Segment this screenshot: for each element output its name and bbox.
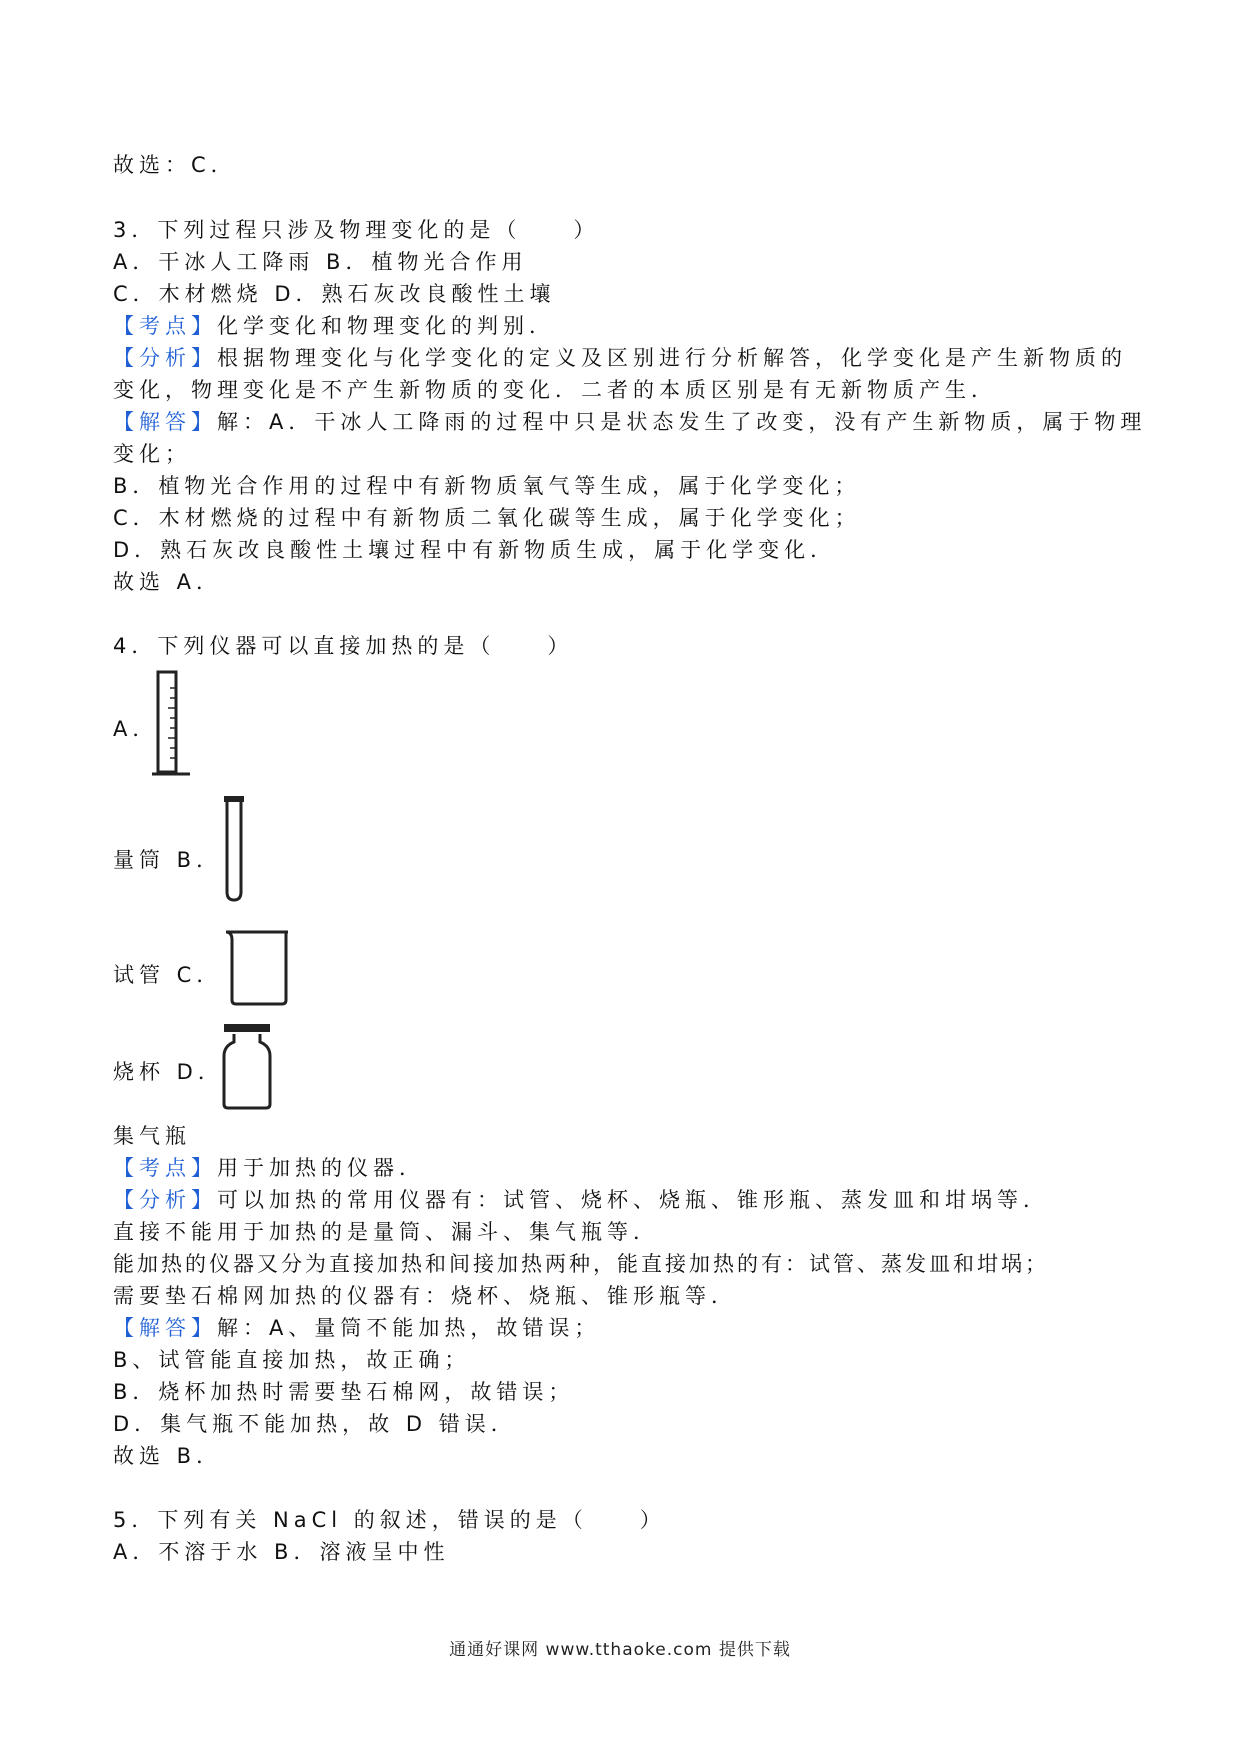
page-footer: 通通好课网 www.tthaoke.com 提供下载	[449, 1640, 791, 1660]
kaodian-tag: 【考点】	[113, 1156, 217, 1180]
q3-kaodian: 【考点】化学变化和物理变化的判别．	[113, 314, 555, 338]
kaodian-tag: 【考点】	[113, 314, 217, 338]
q4-jieda-4: D．集气瓶不能加热，故 D 错误．	[113, 1412, 517, 1436]
q4-fenxi: 【分析】可以加热的常用仪器有：试管、烧杯、烧瓶、锥形瓶、蒸发皿和坩埚等．	[113, 1188, 1049, 1212]
q4-option-c: 试管 C．	[113, 963, 223, 987]
q4-jieda: 【解答】解：A、量筒不能加热，故错误；	[113, 1316, 601, 1340]
q5-question: 5．下列有关 NaCl 的叙述，错误的是（ ）	[113, 1508, 666, 1532]
jieda-tag: 【解答】	[113, 410, 217, 434]
q3-jieda-4: C．木材燃烧的过程中有新物质二氧化碳等生成，属于化学变化；	[113, 506, 861, 530]
q3-question: 3．下列过程只涉及物理变化的是（ ）	[113, 218, 600, 242]
q4-fenxi-3: 能加热的仪器又分为直接加热和间接加热两种，能直接加热的有：试管、蒸发皿和坩埚；	[113, 1252, 1049, 1276]
q4-jieda-3: B．烧杯加热时需要垫石棉网，故错误；	[113, 1380, 575, 1404]
gas-jar-icon	[220, 1022, 282, 1112]
q4-answer: 故选 B．	[113, 1444, 223, 1468]
q2-answer: 故选：C．	[113, 153, 237, 177]
q3-jieda-3: B．植物光合作用的过程中有新物质氧气等生成，属于化学变化；	[113, 474, 861, 498]
q4-jieda-2: B、试管能直接加热，故正确；	[113, 1348, 471, 1372]
q4-option-a: A．	[113, 717, 159, 741]
fenxi-tag: 【分析】	[113, 1188, 217, 1212]
q3-jieda-5: D．熟石灰改良酸性土壤过程中有新物质生成，属于化学变化．	[113, 538, 837, 562]
jieda-tag: 【解答】	[113, 1316, 217, 1340]
q4-last-label: 集气瓶	[113, 1124, 191, 1148]
q3-fenxi: 【分析】根据物理变化与化学变化的定义及区别进行分析解答，化学变化是产生新物质的	[113, 346, 1127, 370]
graduated-cylinder-icon	[150, 668, 200, 780]
test-tube-icon	[220, 794, 250, 906]
q4-option-d: 烧杯 D．	[113, 1060, 224, 1084]
q4-question: 4．下列仪器可以直接加热的是（ ）	[113, 634, 574, 658]
fenxi-tag: 【分析】	[113, 346, 217, 370]
q4-fenxi-4: 需要垫石棉网加热的仪器有：烧杯、烧瓶、锥形瓶等．	[113, 1284, 737, 1308]
q3-fenxi-cont: 变化，物理变化是不产生新物质的变化．二者的本质区别是有无新物质产生．	[113, 378, 997, 402]
q3-jieda: 【解答】解：A．干冰人工降雨的过程中只是状态发生了改变，没有产生新物质，属于物理	[113, 410, 1147, 434]
q3-jieda-2: 变化；	[113, 442, 191, 466]
q4-option-b: 量筒 B．	[113, 848, 223, 872]
q3-answer: 故选 A．	[113, 570, 223, 594]
q5-option-ab: A．不溶于水 B．溶液呈中性	[113, 1540, 450, 1564]
q4-kaodian: 【考点】用于加热的仪器．	[113, 1156, 425, 1180]
q4-fenxi-2: 直接不能用于加热的是量筒、漏斗、集气瓶等．	[113, 1220, 659, 1244]
beaker-icon	[222, 928, 294, 1008]
q3-option-ab: A．干冰人工降雨 B．植物光合作用	[113, 250, 528, 274]
q3-option-cd: C．木材燃烧 D．熟石灰改良酸性土壤	[113, 282, 556, 306]
